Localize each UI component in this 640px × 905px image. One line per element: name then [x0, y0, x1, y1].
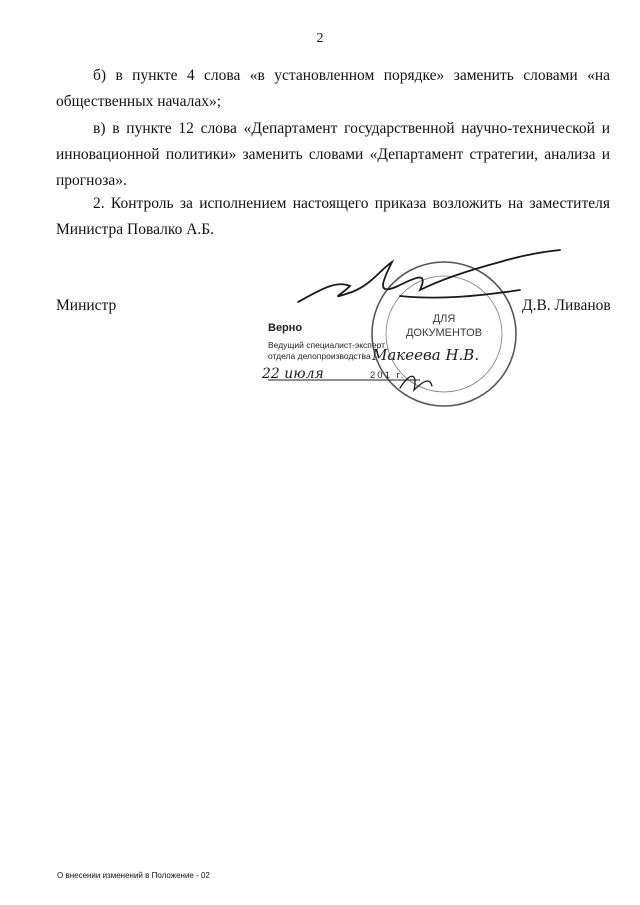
handwritten-name: Макеева Н.В. [372, 346, 480, 364]
signatory-name: Д.В. Ливанов [522, 297, 611, 314]
certification-position-line1: Ведущий специалист-эксперт [268, 340, 386, 350]
footer-reference: О внесении изменений в Положение - 02 [57, 871, 210, 880]
paragraph-b: б) в пункте 4 слова «в установленном порядке» заменить словами «на общественных началах»; [56, 67, 610, 110]
stamp-line1: ДЛЯ [432, 313, 456, 325]
page-number: 2 [316, 31, 324, 46]
minister-signature [298, 250, 560, 302]
certification-position-line2: отдела делопроизводства [268, 351, 371, 361]
handwritten-date: 22 июля [262, 366, 324, 382]
certification-title: Верно [268, 322, 303, 334]
minister-label: Министр [56, 297, 117, 314]
paragraph-v: в) в пункте 12 слова «Департамент государственной научно-технической и инновационной политики» заменить словами «Департамент стратегии, анализа и прогноза». [56, 120, 610, 189]
round-seal [372, 262, 516, 406]
stamp-line2: ДОКУМЕНТОВ [405, 327, 483, 339]
certification-year: 201 г. [370, 370, 406, 381]
paragraph-control: 2. Контроль за исполнением настоящего приказа возложить на заместителя Министра Повалко А.Б. [56, 195, 610, 238]
